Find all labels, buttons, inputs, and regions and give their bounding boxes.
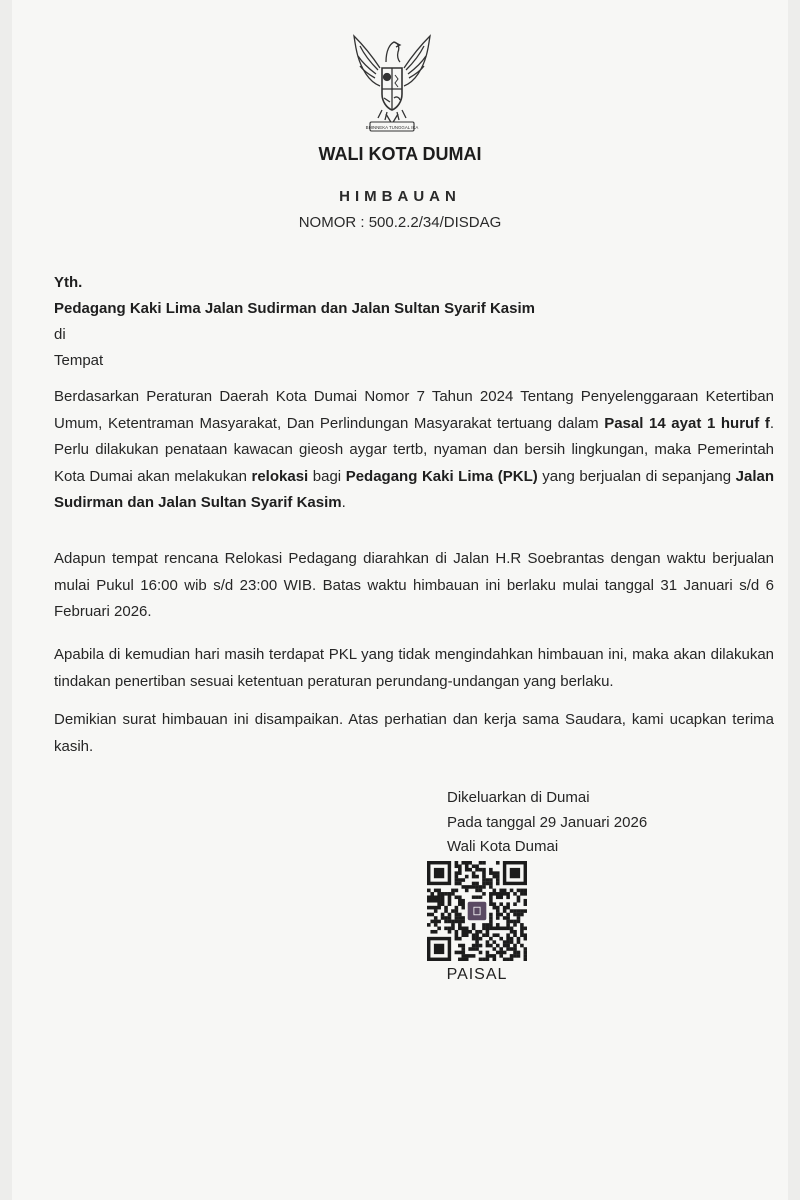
issued-place: Dikeluarkan di Dumai [447, 789, 590, 806]
recipient: Pedagang Kaki Lima Jalan Sudirman dan Jalan Sultan Syarif Kasim [54, 300, 535, 317]
paragraph-regulation-text-1: Berdasarkan Peraturan Daerah Kota Dumai Nomor 7 Tahun 2024 Tentang Penyelenggaraan Ketertiban Umum, Ketentraman Masyarakat, Dan Perlindungan Masyarakat tertuang dalam [54, 388, 774, 432]
issued-date: Pada tanggal 29 Januari 2026 [447, 813, 648, 831]
paragraph-regulation-bold-article: Pasal 14 ayat 1 huruf f [604, 414, 770, 432]
qr-code-icon [427, 861, 527, 961]
garuda-emblem-icon [342, 28, 442, 138]
paragraph-regulation-text-2: . Perlu dilakukan penataan kawacan gieosh aygar tertb, nyaman dan bersih lingkungan, maka Pemerintah Kota Dumai akan melakukan [54, 414, 775, 485]
paragraph-enforcement: Apabila di kemudian hari masih terdapat PKL yang tidak mengindahkan himbauan ini, maka akan dilakukan tindakan penertiban sesuai ketentuan peraturan perundang-undangan yang berlaku. [54, 646, 774, 690]
paragraph-regulation-text-4: yang berjualan di sepanjang [537, 467, 736, 485]
paragraph-closing: Demikian surat himbauan ini disampaikan. Atas perhatian dan kerja sama Saudara, kami ucapkan terima kasih. [54, 711, 774, 755]
letter-page [12, 0, 788, 1200]
paragraph-regulation-bold-pkl: Pedagang Kaki Lima (PKL) [345, 467, 538, 485]
place-label: Tempat [54, 352, 104, 369]
paragraph-regulation-text-3: bagi [308, 467, 346, 485]
paragraph-relocation-schedule: Adapun tempat rencana Relokasi Pedagang diarahkan di Jalan H.R Soebrantas dengan waktu berjualan mulai Pukul 16:00 wib s/d 23:00 WIB. Batas waktu himbauan ini berlaku mulai tanggal 31 Januari s/d 6 Februari 2026. [54, 550, 774, 620]
di-label: di [54, 326, 66, 343]
emblem-motto: BHINNEKA TUNGGAL IKA [365, 125, 419, 130]
document-type: HIMBAUAN [339, 188, 461, 205]
qr-center-badge [468, 902, 487, 921]
addressee-block [54, 270, 774, 374]
paragraph-regulation-text-5: . [341, 494, 346, 511]
paragraph-regulation [54, 384, 774, 517]
document-number: NOMOR : 500.2.2/34/DISDAG [298, 214, 502, 231]
paragraph-regulation-bold-relocation: relokasi [251, 467, 309, 485]
issuer-title: WALI KOTA DUMAI [318, 144, 482, 164]
signer-name: PAISAL [446, 966, 508, 983]
salutation: Yth. [54, 274, 83, 291]
signer-title: Wali Kota Dumai [447, 838, 559, 855]
paragraph-regulation-bold-streets: Jalan Sudirman dan Jalan Sultan Syarif Kasim [54, 467, 775, 511]
signature-block [447, 786, 647, 860]
